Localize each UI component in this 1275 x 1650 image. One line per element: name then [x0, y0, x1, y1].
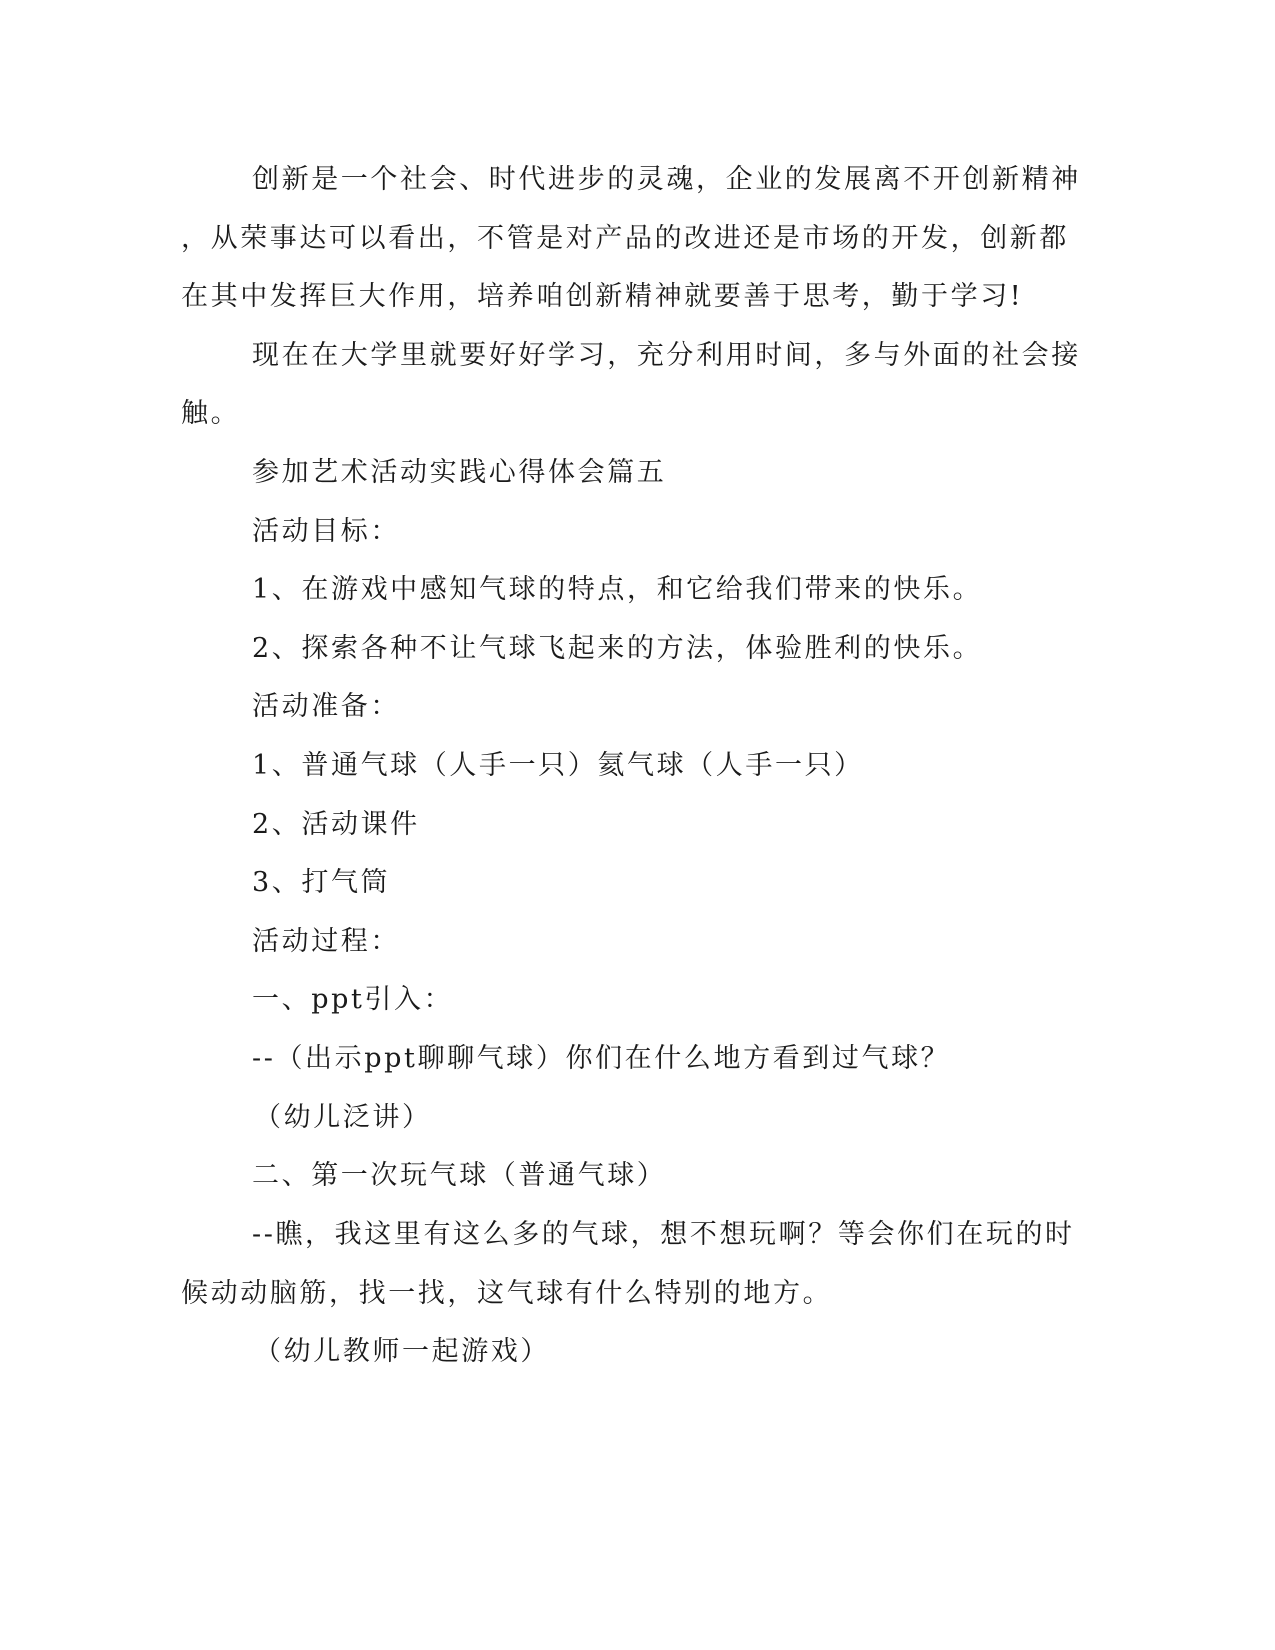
prep-item-3: 3、打气筒 [252, 867, 391, 898]
paragraph-line-1: 创新是一个社会、时代进步的灵魂，企业的发展离不开创新精神 [252, 164, 1081, 195]
prep-item-2: 2、活动课件 [252, 809, 420, 840]
goal-item-2: 2、探索各种不让气球飞起来的方法，体验胜利的快乐。 [252, 633, 983, 664]
paragraph-line-2: ，从荣事达可以看出，不管是对产品的改进还是市场的开发，创新都 [181, 223, 1069, 254]
process-step-2: 二、第一次玩气球（普通气球） [252, 1160, 667, 1191]
process-dialogue-1: --（出示ppt聊聊气球）你们在什么地方看到过气球？ [252, 1043, 951, 1074]
paragraph-line-3: 在其中发挥巨大作用，培养咱创新精神就要善于思考，勤于学习! [181, 281, 1024, 312]
heading-activity-goals: 活动目标： [252, 516, 400, 547]
heading-activity-process: 活动过程： [252, 926, 400, 957]
process-dialogue-2-cont: 候动动脑筋，找一找，这气球有什么特别的地方。 [181, 1278, 833, 1309]
paragraph-line-4: 现在在大学里就要好好学习，充分利用时间，多与外面的社会接 [252, 340, 1081, 371]
goal-item-1: 1、在游戏中感知气球的特点，和它给我们带来的快乐。 [252, 574, 983, 605]
prep-item-1: 1、普通气球（人手一只）氦气球（人手一只） [252, 750, 864, 781]
process-step-1: 一、ppt引入： [252, 984, 454, 1015]
paragraph-line-5: 触。 [181, 398, 241, 429]
heading-activity-prep: 活动准备： [252, 691, 400, 722]
process-note-2: （幼儿教师一起游戏） [254, 1336, 550, 1367]
process-note-1: （幼儿泛讲） [254, 1102, 432, 1133]
section-title: 参加艺术活动实践心得体会篇五 [252, 457, 667, 488]
process-dialogue-2: --瞧，我这里有这么多的气球，想不想玩啊？等会你们在玩的时 [252, 1219, 1075, 1250]
